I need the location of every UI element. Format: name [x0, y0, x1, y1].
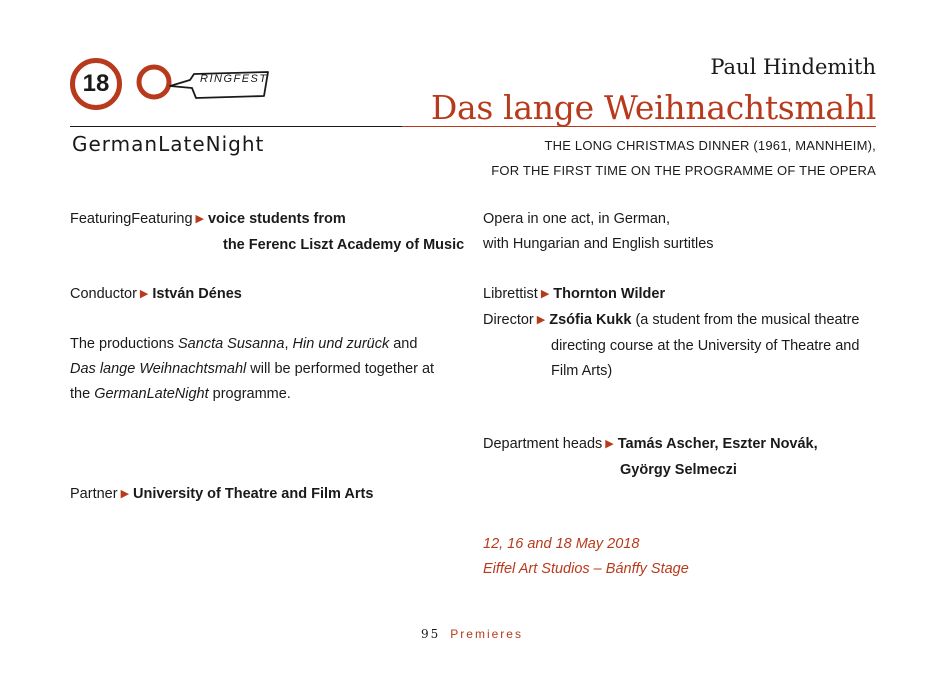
opera-info	[483, 207, 714, 257]
note-text: The productions	[70, 336, 179, 352]
featuring-value: the Ferenc Liszt Academy of Music	[223, 237, 465, 253]
page-footer	[0, 627, 944, 641]
program-note	[70, 332, 434, 407]
work-title: Das lange Weihnachtsmahl	[430, 88, 876, 127]
performance-details	[483, 532, 689, 582]
partner-label: Partner	[70, 486, 118, 502]
director-note: Film Arts)	[551, 363, 613, 379]
director-label: Director	[483, 312, 534, 328]
work-subtitle	[491, 133, 876, 183]
series-name: GermanLateNight	[72, 132, 265, 156]
section-name: Premieres	[450, 627, 523, 641]
series-reference: GermanLateNight	[94, 386, 209, 402]
festival-number-badge	[70, 58, 122, 110]
librettist-label: Librettist	[483, 286, 538, 302]
note-text: the	[70, 386, 95, 402]
featuring-value: voice students from	[207, 211, 346, 227]
subtitle-line: FOR THE FIRST TIME ON THE PROGRAMME OF THE OPERA	[491, 163, 876, 178]
featuring-label: FeaturingFeaturing	[70, 211, 193, 227]
director-name: Zsófia Kukk	[549, 312, 632, 328]
note-text: ,	[284, 336, 293, 352]
conductor-name: István Dénes	[152, 286, 242, 302]
header-divider-left	[70, 126, 402, 127]
triangle-bullet-icon: ▶	[536, 314, 546, 326]
featuring-block	[70, 207, 464, 258]
note-text: will be performed together at	[246, 361, 435, 377]
work-name: Sancta Susanna	[178, 336, 285, 352]
librettist-name: Thornton Wilder	[553, 286, 666, 302]
partner-name: University of Theatre and Film Arts	[133, 486, 374, 502]
heads-names: György Selmeczi	[620, 462, 737, 478]
badge-number: 18	[82, 70, 110, 97]
page-number: 95	[421, 627, 441, 641]
note-text: and	[389, 336, 418, 352]
triangle-bullet-icon: ▶	[605, 438, 614, 450]
director-note: directing course at the University of Theatre and	[551, 338, 860, 354]
triangle-bullet-icon: ▶	[540, 288, 550, 300]
director-note: (a student from the musical theatre	[631, 312, 860, 328]
performance-dates: 12, 16 and 18 May 2018	[483, 536, 640, 552]
subtitle-line: THE LONG CHRISTMAS DINNER (1961, MANNHEIM),	[544, 138, 876, 153]
partner-block	[70, 482, 373, 508]
credits-block	[483, 282, 860, 384]
info-line: Opera in one act, in German,	[483, 211, 670, 227]
ringfest-label: RINGFEST	[200, 73, 268, 85]
info-line: with Hungarian and English surtitles	[483, 236, 714, 252]
work-name: Hin und zurück	[292, 336, 390, 352]
department-heads-block	[483, 432, 818, 483]
work-name: Das lange Weihnachtsmahl	[70, 361, 247, 377]
note-text: programme.	[208, 386, 291, 402]
performance-venue: Eiffel Art Studios – Bánffy Stage	[483, 561, 689, 577]
conductor-label: Conductor	[70, 286, 137, 302]
triangle-bullet-icon: ▶	[195, 213, 204, 225]
triangle-bullet-icon: ▶	[139, 288, 149, 300]
composer-name: Paul Hindemith	[710, 55, 876, 79]
heads-names: Tamás Ascher, Eszter Novák,	[617, 436, 818, 452]
conductor-block	[70, 282, 242, 308]
heads-label: Department heads	[483, 436, 603, 452]
triangle-bullet-icon: ▶	[120, 488, 130, 500]
